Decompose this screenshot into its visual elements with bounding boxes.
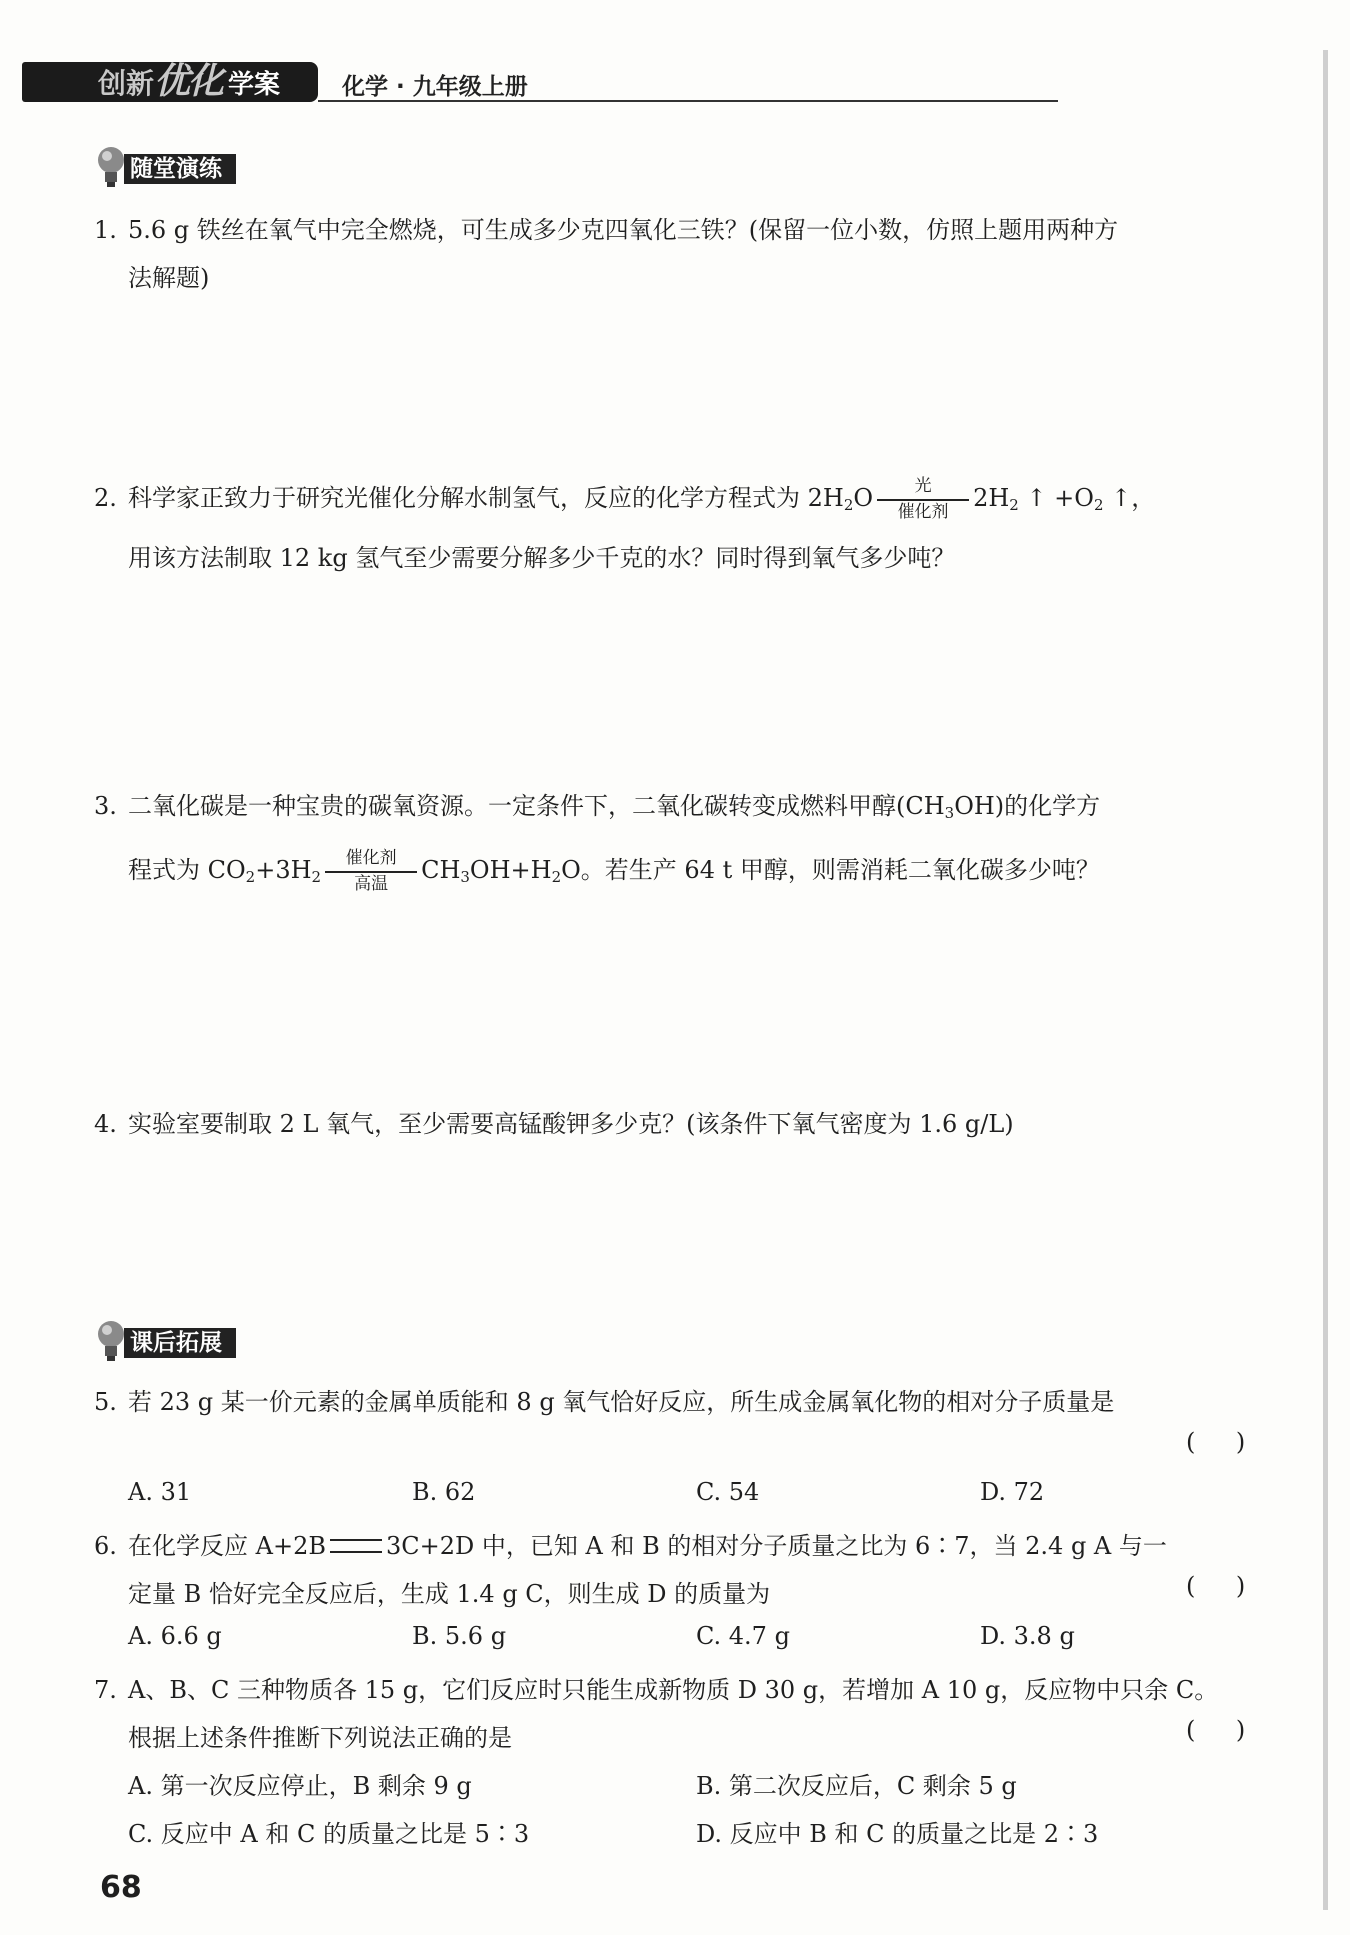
question-number: 2.: [94, 484, 117, 512]
subscript: 3: [460, 868, 470, 886]
question-text: 3C+2D 中，已知 A 和 B 的相对分子质量之比为 6∶7，当 2.4 g A 与一: [385, 1532, 1167, 1560]
subscript: 2: [843, 496, 854, 514]
question-number: 1.: [94, 216, 117, 244]
condition-top: 光: [914, 475, 932, 496]
question-text: A、B、C 三种物质各 15 g，它们反应时只能生成新物质 D 30 g，若增加 A 10 g，反应物中只余 C。: [128, 1676, 1219, 1704]
question-text: 在化学反应 A+2B: [128, 1532, 326, 1560]
option-d[interactable]: D. 反应中 B 和 C 的质量之比是 2∶3: [696, 1820, 1099, 1848]
question-2: [94, 474, 1274, 582]
option-b[interactable]: B. 第二次反应后，C 剩余 5 g: [696, 1772, 1017, 1800]
condition-bottom: 催化剂: [897, 501, 949, 522]
equation-equals-sign: [330, 1539, 382, 1553]
question-5: [94, 1378, 1274, 1426]
answer-blank[interactable]: ( ): [1186, 1428, 1248, 1456]
question-text: OH)的化学方: [954, 792, 1101, 820]
option-b[interactable]: B. 62: [412, 1478, 476, 1506]
condition-bar: [877, 499, 969, 501]
subscript: 2: [245, 868, 256, 886]
question-text-continued: O。若生产 64 t 甲醇，则需消耗二氧化碳多少吨？: [561, 856, 1100, 884]
question-number: 3.: [94, 792, 117, 820]
question-number: 7.: [94, 1676, 117, 1704]
subscript: 2: [1093, 496, 1104, 514]
subscript: 2: [311, 868, 322, 886]
formula-part: ↑ +O: [1018, 484, 1094, 512]
subscript: 2: [551, 868, 562, 886]
lightbulb-icon: [96, 144, 126, 190]
section-practice-title: 随堂演练: [124, 154, 236, 184]
condition-bottom: 高温: [354, 873, 389, 894]
question-text-continued: 程式为 CO: [128, 856, 246, 884]
question-3: [94, 782, 1274, 894]
formula-part: OH+H: [469, 856, 552, 884]
page-number: 68: [100, 1870, 142, 1905]
question-text: 实验室要制取 2 L 氧气，至少需要高锰酸钾多少克？(该条件下氧气密度为 1.6 g/L): [128, 1110, 1014, 1138]
answer-blank[interactable]: ( ): [1186, 1716, 1248, 1744]
option-c[interactable]: C. 54: [696, 1478, 760, 1506]
formula-part: 2H: [973, 484, 1010, 512]
question-number: 5.: [94, 1388, 117, 1416]
question-6: [94, 1522, 1274, 1618]
page-edge-shadow: [1323, 50, 1328, 1910]
question-text-continued: 法解题): [128, 264, 210, 292]
option-a[interactable]: A. 31: [128, 1478, 192, 1506]
condition-top: 催化剂: [345, 847, 397, 868]
reaction-condition: [325, 847, 417, 894]
question-number: 6.: [94, 1532, 117, 1560]
subscript: 2: [1009, 496, 1019, 514]
answer-blank[interactable]: ( ): [1186, 1572, 1248, 1600]
option-c[interactable]: C. 反应中 A 和 C 的质量之比是 5∶3: [128, 1820, 530, 1848]
question-text-continued: 定量 B 恰好完全反应后，生成 1.4 g C，则生成 D 的质量为: [128, 1580, 771, 1608]
question-text-continued: 用该方法制取 12 kg 氢气至少需要分解多少千克的水？同时得到氧气多少吨？: [128, 544, 956, 572]
subscript: 3: [944, 804, 955, 822]
option-d[interactable]: D. 72: [980, 1478, 1045, 1506]
question-text: 二氧化碳是一种宝贵的碳氧资源。一定条件下，二氧化碳转变成燃料甲醇(CH: [128, 792, 945, 820]
option-a[interactable]: A. 第一次反应停止，B 剩余 9 g: [128, 1772, 472, 1800]
header-rule: [318, 100, 1058, 102]
lightbulb-icon: [96, 1318, 126, 1364]
brand-text-1: 创新: [98, 67, 155, 100]
section-extension-title: 课后拓展: [124, 1328, 236, 1358]
question-number: 4.: [94, 1110, 117, 1138]
question-text: 5.6 g 铁丝在氧气中完全燃烧，可生成多少克四氧化三铁？(保留一位小数，仿照上题用两种方: [128, 216, 1119, 244]
formula-part: CH: [421, 856, 461, 884]
reaction-condition: [877, 475, 969, 522]
question-text-continued: 根据上述条件推断下列说法正确的是: [128, 1724, 512, 1752]
option-b[interactable]: B. 5.6 g: [412, 1622, 507, 1650]
condition-bar: [325, 871, 417, 873]
brand-logo: [98, 60, 280, 104]
question-text: 若 23 g 某一价元素的金属单质能和 8 g 氧气恰好反应，所生成金属氧化物的相对分子质量是: [128, 1388, 1115, 1416]
brand-text-2: 优化: [154, 61, 223, 102]
formula-part: +3H: [255, 856, 312, 884]
book-subject: 化学 · 九年级上册: [342, 74, 528, 100]
option-d[interactable]: D. 3.8 g: [980, 1622, 1075, 1650]
question-1: [94, 206, 1274, 302]
formula-part: ↑，: [1103, 484, 1156, 512]
brand-text-3: 学案: [228, 70, 281, 100]
formula-part: O: [853, 484, 874, 512]
option-c[interactable]: C. 4.7 g: [696, 1622, 790, 1650]
question-4: [94, 1100, 1274, 1148]
question-7: [94, 1666, 1274, 1762]
question-text: 科学家正致力于研究光催化分解水制氢气，反应的化学方程式为 2H: [128, 484, 844, 512]
option-a[interactable]: A. 6.6 g: [128, 1622, 222, 1650]
